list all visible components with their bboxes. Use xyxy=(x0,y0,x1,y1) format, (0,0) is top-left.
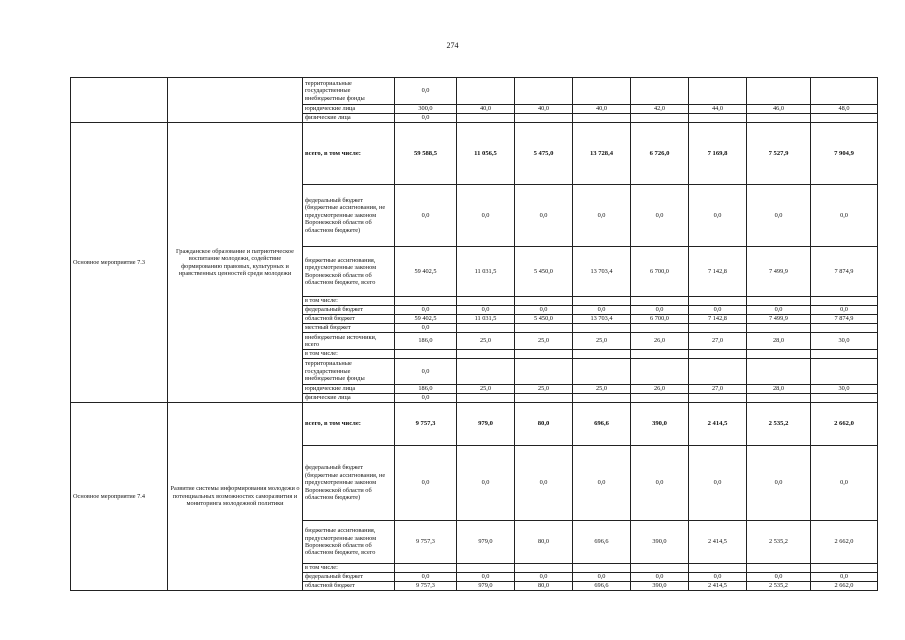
value-cell: 186,0 xyxy=(395,385,457,394)
value-cell: 6 700,0 xyxy=(631,247,689,297)
value-cell: 13 703,4 xyxy=(573,247,631,297)
value-cell: 0,0 xyxy=(631,306,689,315)
value-cell xyxy=(457,324,515,333)
value-cell: 0,0 xyxy=(811,573,878,582)
table-row xyxy=(71,123,878,185)
value-cell: 0,0 xyxy=(395,78,457,105)
funding-source-cell: территориальные государственные внебюджетные фонды xyxy=(303,78,395,105)
value-cell: 48,0 xyxy=(811,105,878,114)
value-cell xyxy=(689,297,747,306)
value-cell: 7 142,8 xyxy=(689,315,747,324)
value-cell: 30,0 xyxy=(811,333,878,350)
value-cell xyxy=(747,564,811,573)
table-body xyxy=(71,78,878,591)
value-cell xyxy=(573,114,631,123)
value-cell xyxy=(689,324,747,333)
value-cell: 80,0 xyxy=(515,521,573,564)
value-cell xyxy=(811,359,878,385)
value-cell xyxy=(457,564,515,573)
value-cell: 0,0 xyxy=(747,306,811,315)
funding-source-cell: всего, в том числе: xyxy=(303,403,395,446)
value-cell: 9 757,3 xyxy=(395,403,457,446)
measure-cell xyxy=(71,78,168,123)
value-cell xyxy=(689,350,747,359)
value-cell: 7 169,8 xyxy=(689,123,747,185)
measure-name-cell: Гражданское образование и патриотическое воспитание молодежи, содействие формированию правовых, культурных и нравственных ценностей среди молодежи xyxy=(168,123,303,403)
value-cell xyxy=(811,114,878,123)
value-cell: 0,0 xyxy=(811,185,878,247)
value-cell: 390,0 xyxy=(631,403,689,446)
value-cell xyxy=(573,297,631,306)
value-cell: 0,0 xyxy=(747,573,811,582)
value-cell xyxy=(689,394,747,403)
value-cell: 80,0 xyxy=(515,403,573,446)
value-cell: 2 662,0 xyxy=(811,521,878,564)
value-cell xyxy=(811,564,878,573)
value-cell xyxy=(395,297,457,306)
value-cell xyxy=(573,350,631,359)
value-cell: 300,0 xyxy=(395,105,457,114)
value-cell: 25,0 xyxy=(515,333,573,350)
value-cell xyxy=(747,78,811,105)
value-cell: 2 662,0 xyxy=(811,582,878,591)
funding-source-cell: в том числе: xyxy=(303,297,395,306)
value-cell: 979,0 xyxy=(457,582,515,591)
value-cell xyxy=(811,297,878,306)
value-cell: 696,6 xyxy=(573,521,631,564)
value-cell xyxy=(689,564,747,573)
value-cell xyxy=(631,78,689,105)
value-cell: 0,0 xyxy=(395,573,457,582)
value-cell: 0,0 xyxy=(689,446,747,521)
value-cell: 0,0 xyxy=(457,446,515,521)
value-cell: 25,0 xyxy=(573,333,631,350)
value-cell: 0,0 xyxy=(395,394,457,403)
value-cell xyxy=(515,564,573,573)
value-cell: 0,0 xyxy=(747,185,811,247)
value-cell: 0,0 xyxy=(573,573,631,582)
value-cell: 9 757,3 xyxy=(395,521,457,564)
value-cell: 5 450,0 xyxy=(515,315,573,324)
value-cell: 2 662,0 xyxy=(811,403,878,446)
value-cell xyxy=(457,359,515,385)
value-cell: 390,0 xyxy=(631,582,689,591)
value-cell: 0,0 xyxy=(631,446,689,521)
value-cell xyxy=(515,114,573,123)
value-cell: 28,0 xyxy=(747,333,811,350)
value-cell: 0,0 xyxy=(395,306,457,315)
value-cell xyxy=(457,350,515,359)
budget-table xyxy=(70,77,878,591)
value-cell: 0,0 xyxy=(515,306,573,315)
value-cell xyxy=(689,114,747,123)
funding-source-cell: юридические лица xyxy=(303,105,395,114)
value-cell: 0,0 xyxy=(573,446,631,521)
value-cell xyxy=(515,78,573,105)
value-cell: 42,0 xyxy=(631,105,689,114)
value-cell xyxy=(457,297,515,306)
value-cell: 7 874,9 xyxy=(811,315,878,324)
funding-source-cell: в том числе: xyxy=(303,350,395,359)
value-cell xyxy=(631,359,689,385)
funding-source-cell: бюджетные ассигнования, предусмотренные законом Воронежской области об областном бюджете, всего xyxy=(303,247,395,297)
value-cell: 0,0 xyxy=(811,306,878,315)
funding-source-cell: федеральный бюджет xyxy=(303,573,395,582)
value-cell: 0,0 xyxy=(631,573,689,582)
value-cell: 59 402,5 xyxy=(395,247,457,297)
value-cell: 7 904,9 xyxy=(811,123,878,185)
value-cell xyxy=(631,564,689,573)
value-cell: 40,0 xyxy=(573,105,631,114)
value-cell xyxy=(811,324,878,333)
value-cell xyxy=(631,114,689,123)
value-cell: 0,0 xyxy=(395,446,457,521)
funding-source-cell: в том числе: xyxy=(303,564,395,573)
value-cell: 9 757,3 xyxy=(395,582,457,591)
value-cell: 0,0 xyxy=(811,446,878,521)
value-cell: 28,0 xyxy=(747,385,811,394)
value-cell xyxy=(689,359,747,385)
value-cell: 5 475,0 xyxy=(515,123,573,185)
value-cell xyxy=(457,114,515,123)
funding-source-cell: областной бюджет xyxy=(303,315,395,324)
value-cell: 13 728,4 xyxy=(573,123,631,185)
value-cell xyxy=(515,297,573,306)
value-cell: 40,0 xyxy=(457,105,515,114)
value-cell xyxy=(689,78,747,105)
funding-source-cell: бюджетные ассигнования, предусмотренные законом Воронежской области об областном бюджете, всего xyxy=(303,521,395,564)
measure-name-cell: Развитие системы информирования молодежи о потенциальных возможностях саморазвития и мониторинга молодежной политики xyxy=(168,403,303,591)
value-cell: 696,6 xyxy=(573,582,631,591)
value-cell xyxy=(515,324,573,333)
measure-cell: Основное мероприятие 7.3 xyxy=(71,123,168,403)
value-cell: 0,0 xyxy=(689,306,747,315)
value-cell: 0,0 xyxy=(457,573,515,582)
funding-source-cell: федеральный бюджет (бюджетные ассигнования, не предусмотренные законом Воронежской области об областном бюджете) xyxy=(303,185,395,247)
value-cell: 186,0 xyxy=(395,333,457,350)
value-cell: 0,0 xyxy=(747,446,811,521)
value-cell xyxy=(573,564,631,573)
value-cell: 0,0 xyxy=(457,306,515,315)
value-cell xyxy=(747,394,811,403)
funding-source-cell: территориальные государственные внебюджетные фонды xyxy=(303,359,395,385)
value-cell xyxy=(747,297,811,306)
table-row xyxy=(71,403,878,446)
value-cell: 40,0 xyxy=(515,105,573,114)
value-cell xyxy=(811,78,878,105)
value-cell xyxy=(515,394,573,403)
value-cell: 0,0 xyxy=(689,573,747,582)
value-cell: 7 499,9 xyxy=(747,247,811,297)
measure-name-cell xyxy=(168,78,303,123)
value-cell: 25,0 xyxy=(457,385,515,394)
value-cell xyxy=(811,350,878,359)
value-cell: 30,0 xyxy=(811,385,878,394)
measure-cell: Основное мероприятие 7.4 xyxy=(71,403,168,591)
value-cell: 59 402,5 xyxy=(395,315,457,324)
value-cell: 2 535,2 xyxy=(747,582,811,591)
funding-source-cell: федеральный бюджет xyxy=(303,306,395,315)
value-cell xyxy=(573,394,631,403)
value-cell: 696,6 xyxy=(573,403,631,446)
value-cell: 13 703,4 xyxy=(573,315,631,324)
value-cell: 7 527,9 xyxy=(747,123,811,185)
value-cell xyxy=(395,350,457,359)
funding-source-cell: внебюджетные источники, всего xyxy=(303,333,395,350)
value-cell: 59 588,5 xyxy=(395,123,457,185)
value-cell: 27,0 xyxy=(689,385,747,394)
value-cell: 2 535,2 xyxy=(747,403,811,446)
value-cell: 7 142,8 xyxy=(689,247,747,297)
value-cell: 46,0 xyxy=(747,105,811,114)
funding-source-cell: областной бюджет xyxy=(303,582,395,591)
value-cell: 26,0 xyxy=(631,385,689,394)
value-cell: 5 450,0 xyxy=(515,247,573,297)
value-cell: 0,0 xyxy=(457,185,515,247)
value-cell xyxy=(573,359,631,385)
value-cell xyxy=(395,564,457,573)
value-cell: 6 700,0 xyxy=(631,315,689,324)
value-cell: 0,0 xyxy=(573,306,631,315)
value-cell: 0,0 xyxy=(631,185,689,247)
table-row xyxy=(71,78,878,105)
value-cell: 2 414,5 xyxy=(689,521,747,564)
value-cell: 0,0 xyxy=(573,185,631,247)
value-cell: 2 535,2 xyxy=(747,521,811,564)
value-cell xyxy=(747,324,811,333)
value-cell: 0,0 xyxy=(515,185,573,247)
value-cell xyxy=(573,78,631,105)
value-cell: 25,0 xyxy=(515,385,573,394)
value-cell: 6 726,0 xyxy=(631,123,689,185)
value-cell: 7 874,9 xyxy=(811,247,878,297)
page-number: 274 xyxy=(446,41,459,50)
value-cell: 27,0 xyxy=(689,333,747,350)
value-cell: 390,0 xyxy=(631,521,689,564)
value-cell: 0,0 xyxy=(689,185,747,247)
funding-source-cell: федеральный бюджет (бюджетные ассигнования, не предусмотренные законом Воронежской области об областном бюджете) xyxy=(303,446,395,521)
value-cell xyxy=(457,78,515,105)
value-cell xyxy=(747,114,811,123)
value-cell: 0,0 xyxy=(395,114,457,123)
value-cell: 2 414,5 xyxy=(689,582,747,591)
funding-source-cell: физические лица xyxy=(303,114,395,123)
value-cell: 25,0 xyxy=(457,333,515,350)
funding-source-cell: местный бюджет xyxy=(303,324,395,333)
value-cell xyxy=(747,350,811,359)
funding-source-cell: всего, в том числе: xyxy=(303,123,395,185)
value-cell xyxy=(631,350,689,359)
funding-source-cell: юридические лица xyxy=(303,385,395,394)
value-cell xyxy=(515,350,573,359)
value-cell xyxy=(631,394,689,403)
value-cell xyxy=(747,359,811,385)
value-cell: 979,0 xyxy=(457,403,515,446)
value-cell: 25,0 xyxy=(573,385,631,394)
value-cell xyxy=(457,394,515,403)
value-cell: 26,0 xyxy=(631,333,689,350)
value-cell: 11 056,5 xyxy=(457,123,515,185)
value-cell: 2 414,5 xyxy=(689,403,747,446)
value-cell: 0,0 xyxy=(395,185,457,247)
value-cell: 11 031,5 xyxy=(457,315,515,324)
value-cell xyxy=(811,394,878,403)
value-cell xyxy=(631,297,689,306)
value-cell: 7 499,9 xyxy=(747,315,811,324)
value-cell xyxy=(515,359,573,385)
value-cell: 0,0 xyxy=(515,446,573,521)
value-cell: 80,0 xyxy=(515,582,573,591)
value-cell: 0,0 xyxy=(515,573,573,582)
value-cell: 11 031,5 xyxy=(457,247,515,297)
value-cell: 979,0 xyxy=(457,521,515,564)
value-cell: 44,0 xyxy=(689,105,747,114)
value-cell: 0,0 xyxy=(395,359,457,385)
value-cell xyxy=(573,324,631,333)
value-cell: 0,0 xyxy=(395,324,457,333)
funding-source-cell: физические лица xyxy=(303,394,395,403)
value-cell xyxy=(631,324,689,333)
